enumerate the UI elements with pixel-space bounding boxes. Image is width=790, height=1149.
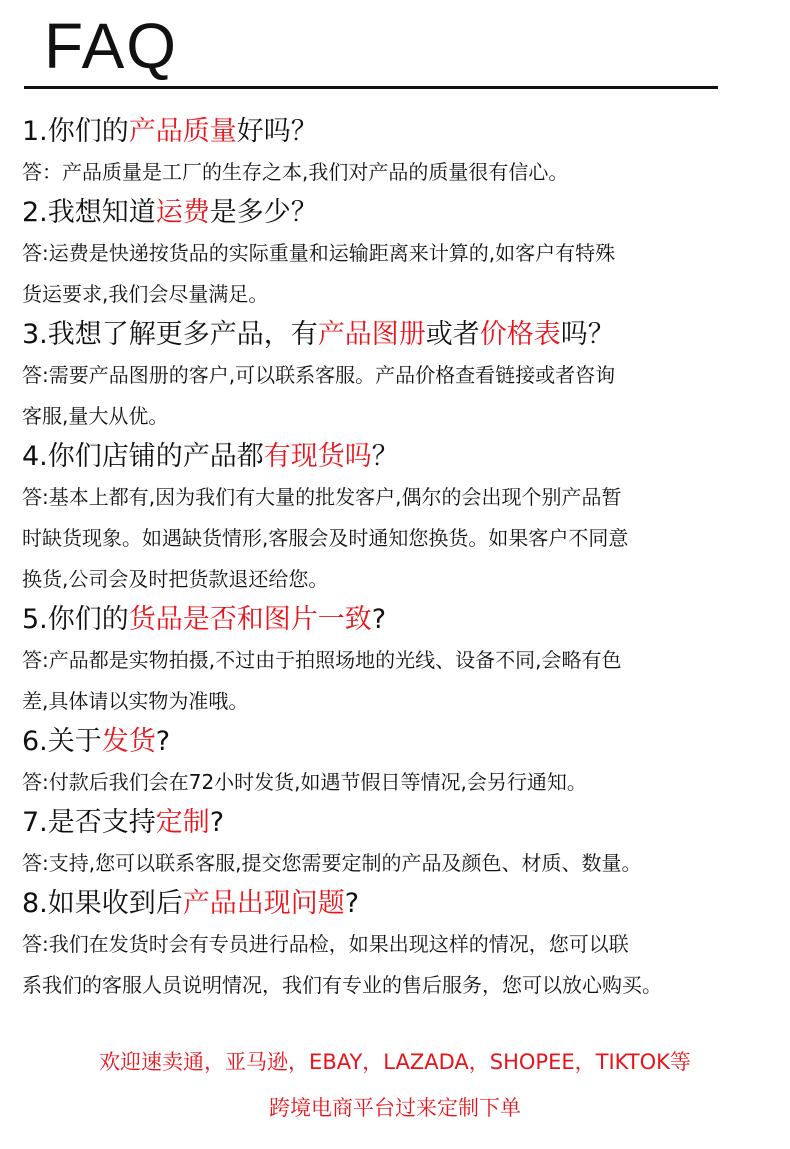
question-highlight: 货品是否和图片一致 (128, 604, 372, 635)
question-text: ? (209, 807, 225, 838)
question-text: 5.你们的 (22, 604, 129, 635)
answer-line: 系我们的客服人员说明情况，我们有专业的售后服务，您可以放心购买。 (22, 973, 662, 997)
faq-question (22, 803, 782, 843)
faq-answer (22, 477, 782, 600)
question-text: 吗？ (560, 319, 615, 350)
faq-question (22, 884, 782, 924)
answer-line: 答:支持,您可以联系客服,提交您需要定制的产品及颜色、材质、数量。 (22, 851, 642, 875)
answer-line: 答:需要产品图册的客户,可以联系客服。产品价格查看链接或者咨询 (22, 363, 616, 387)
question-highlight: 有现货吗 (263, 441, 372, 472)
faq-answer (22, 640, 782, 722)
faq-question (22, 722, 782, 762)
question-highlight: 价格表 (479, 319, 561, 350)
question-text: 8.如果收到后 (22, 888, 183, 919)
answer-line: 客服,量大从优。 (22, 404, 169, 428)
question-highlight: 产品出现问题 (182, 888, 345, 919)
faq-question (22, 112, 782, 152)
question-text: 好吗？ (236, 116, 318, 147)
answer-line: 差,具体请以实物为准哦。 (22, 689, 249, 713)
page-title: FAQ (44, 10, 179, 82)
answer-line: 答：产品质量是工厂的生存之本,我们对产品的质量很有信心。 (22, 160, 569, 184)
faq-question (22, 437, 782, 477)
question-highlight: 运费 (155, 197, 210, 228)
question-highlight: 定制 (155, 807, 210, 838)
footer-line-1: 欢迎速卖通，亚马逊，EBAY，LAZADA，SHOPEE，TIKTOK等 (99, 1050, 691, 1074)
question-highlight: 发货 (101, 726, 156, 757)
answer-line: 答:产品都是实物拍摄,不过由于拍照场地的光线、设备不同,会略有色 (22, 648, 622, 672)
question-highlight: 产品图册 (317, 319, 426, 350)
answer-line: 答:我们在发货时会有专员进行品检，如果出现这样的情况，您可以联 (22, 932, 629, 956)
question-text: 6.关于 (22, 726, 102, 757)
faq-item (22, 722, 782, 803)
faq-question (22, 600, 782, 640)
answer-line: 时缺货现象。如遇缺货情形,客服会及时通知您换货。如果客户不同意 (22, 526, 629, 550)
question-text: 3.我想了解更多产品，有 (22, 319, 318, 350)
question-text: 4.你们店铺的产品都 (22, 441, 264, 472)
answer-line: 答:基本上都有,因为我们有大量的批发客户,偶尔的会出现个别产品暂 (22, 485, 622, 509)
faq-answer (22, 762, 782, 803)
question-text: 或者 (425, 319, 480, 350)
question-text: ？ (371, 441, 399, 472)
footer-line-2: 跨境电商平台过来定制下单 (269, 1096, 521, 1120)
faq-item (22, 112, 782, 193)
question-text: ? (344, 888, 360, 919)
faq-item (22, 803, 782, 884)
answer-line: 换货,公司会及时把货款退还给您。 (22, 567, 329, 591)
question-text: ? (371, 604, 387, 635)
faq-answer (22, 233, 782, 315)
title-divider (24, 86, 718, 89)
answer-line: 答:运费是快递按货品的实际重量和运输距离来计算的,如客户有特殊 (22, 241, 616, 265)
faq-answer (22, 355, 782, 437)
faq-item (22, 884, 782, 1006)
faq-list (22, 112, 782, 1006)
question-text: 2.我想知道 (22, 197, 156, 228)
question-text: 1.你们的 (22, 116, 129, 147)
question-highlight: 产品质量 (128, 116, 237, 147)
faq-question (22, 193, 782, 233)
question-text: 7.是否支持 (22, 807, 156, 838)
faq-item (22, 193, 782, 315)
faq-question (22, 315, 782, 355)
answer-line: 答:付款后我们会在72小时发货,如遇节假日等情况,会另行通知。 (22, 770, 587, 794)
faq-item (22, 600, 782, 722)
faq-item (22, 437, 782, 600)
faq-item (22, 315, 782, 437)
question-text: 是多少？ (209, 197, 318, 228)
faq-answer (22, 843, 782, 884)
faq-answer (22, 924, 782, 1006)
answer-line: 货运要求,我们会尽量满足。 (22, 282, 269, 306)
faq-answer (22, 152, 782, 193)
question-text: ? (155, 726, 171, 757)
